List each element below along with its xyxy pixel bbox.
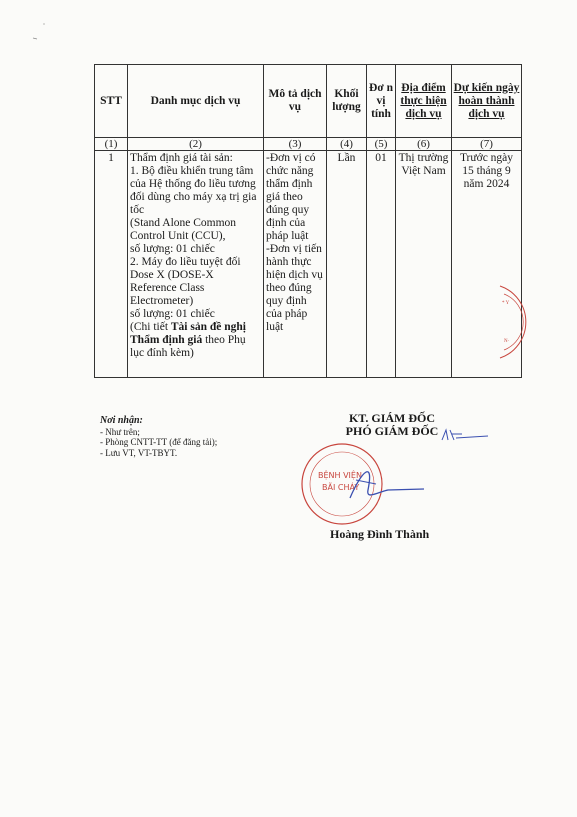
- service-note-suffix: theo Phụ lục đính kèm): [130, 334, 246, 359]
- header-quantity: Khối lượng: [327, 65, 367, 138]
- cell-completion: Trước ngày 15 tháng 9 năm 2024: [452, 151, 522, 378]
- cell-unit: 01: [367, 151, 396, 378]
- service-line: 1. Bộ điều khiển trung tâm của Hệ thống đo liều tương đối dùng cho máy xạ trị gia tốc: [130, 165, 257, 216]
- recipients-title: Nơi nhận:: [100, 415, 143, 426]
- service-line: số lượng: 01 chiếc: [130, 308, 215, 320]
- svg-text:* Y: * Y: [502, 301, 510, 306]
- table-row: [95, 151, 522, 378]
- signer-name: Hoàng Đình Thành: [330, 527, 430, 541]
- service-note-prefix: (Chi tiết: [130, 321, 169, 333]
- recipients-block: [100, 416, 217, 458]
- table-header-row: [95, 65, 522, 138]
- table-number-row: [95, 138, 522, 151]
- col-number: (6): [396, 138, 452, 151]
- cell-description: [264, 151, 327, 378]
- service-line: Thẩm định giá tài sản:: [130, 152, 233, 164]
- col-number: (3): [264, 138, 327, 151]
- description-line: -Đơn vị có chức năng thẩm định giá theo đúng quy định của pháp luật: [266, 152, 316, 242]
- cell-quantity: Lần: [327, 151, 367, 378]
- col-number: (5): [367, 138, 396, 151]
- official-stamp-icon: [296, 440, 426, 530]
- recipient-item: - Như trên;: [100, 426, 140, 437]
- col-number: (7): [452, 138, 522, 151]
- service-line: 2. Máy đo liều tuyệt đối Dose X (DOSE-X Reference Class Electrometer): [130, 256, 241, 307]
- service-note: [130, 321, 261, 360]
- header-unit: Đơ n vị tính: [367, 65, 396, 138]
- header-location: Địa điểm thực hiện dịch vụ: [396, 65, 452, 138]
- initials-mark-icon: [440, 426, 490, 444]
- col-number: (2): [128, 138, 264, 151]
- scan-mark: [30, 20, 50, 44]
- description-line: -Đơn vị tiến hành thực hiện dịch vụ theo đúng quy định của pháp luật: [266, 243, 323, 333]
- signature-title: KT. GIÁM ĐỐC: [348, 411, 436, 425]
- service-line: (Stand Alone Common Control Unit (CCU),: [130, 217, 237, 242]
- cell-location: Thị trường Việt Nam: [396, 151, 452, 378]
- side-stamp-icon: [496, 282, 536, 362]
- recipient-item: - Phòng CNTT-TT (để đăng tải);: [100, 437, 218, 447]
- service-note-bold: Tài sản đề nghị Thẩm định giá: [130, 321, 246, 346]
- svg-text:N·: N·: [504, 339, 510, 344]
- stamp-line1: BỆNH VIỆN: [318, 471, 362, 480]
- header-service-list: Danh mục dịch vụ: [128, 65, 264, 138]
- col-number: (1): [95, 138, 128, 151]
- signature-subtitle: PHÓ GIÁM ĐỐC: [345, 424, 439, 438]
- col-number: (4): [327, 138, 367, 151]
- cell-service: [128, 151, 264, 378]
- cell-stt: 1: [95, 151, 128, 378]
- header-stt: STT: [95, 65, 128, 138]
- header-description: Mô tả dịch vụ: [264, 65, 327, 138]
- stamp-line2: BÃI CHÁY: [322, 483, 360, 492]
- header-completion: Dự kiến ngày hoàn thành dịch vụ: [452, 65, 522, 138]
- service-table: [94, 64, 522, 378]
- recipient-item: - Lưu VT, VT-TBYT.: [100, 447, 178, 458]
- service-line: số lượng: 01 chiếc: [130, 243, 215, 255]
